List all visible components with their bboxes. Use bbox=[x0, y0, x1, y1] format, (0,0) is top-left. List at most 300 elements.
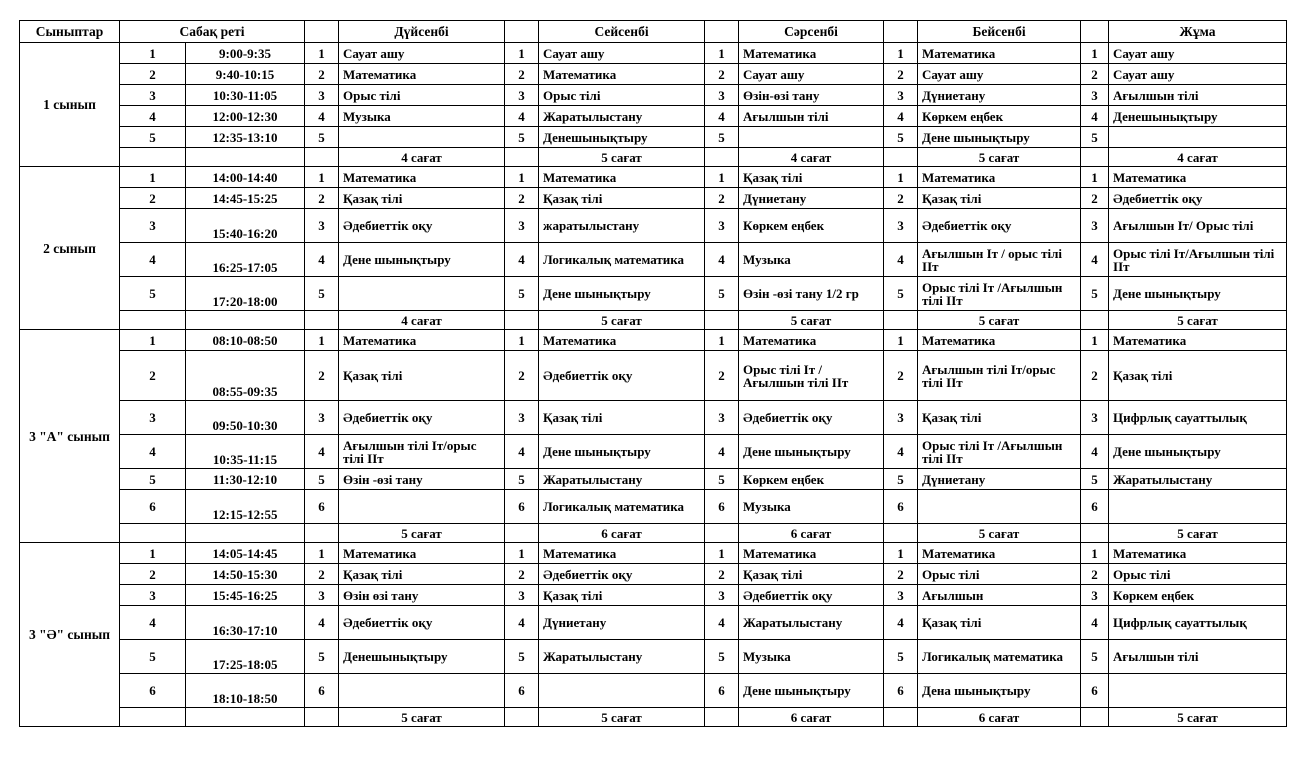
subject-cell bbox=[339, 674, 505, 708]
total-spacer-cell bbox=[505, 524, 539, 543]
subject-cell: Өзін -өзі тану bbox=[339, 469, 505, 490]
subject-cell: Математика bbox=[339, 543, 505, 564]
lesson-time-cell: 12:00-12:30 bbox=[186, 106, 305, 127]
header-classes: Сыныптар bbox=[20, 21, 120, 43]
subject-cell: Математика bbox=[539, 167, 705, 188]
lesson-time-cell: 12:15-12:55 bbox=[186, 490, 305, 524]
day-lesson-number-cell: 2 bbox=[305, 351, 339, 401]
day-lesson-number-cell: 3 bbox=[705, 401, 739, 435]
total-hours-cell: 5 сағат bbox=[1109, 524, 1287, 543]
lesson-number-cell: 3 bbox=[120, 209, 186, 243]
class-name-cell: 3 "А" сынып bbox=[20, 330, 120, 543]
subject-cell: Сауат ашу bbox=[1109, 64, 1287, 85]
day-lesson-number-cell: 5 bbox=[705, 469, 739, 490]
total-hours-cell: 4 сағат bbox=[739, 148, 884, 167]
subject-cell: Әдебиеттік оқу bbox=[739, 401, 884, 435]
subject-cell: Сауат ашу bbox=[1109, 43, 1287, 64]
table-row bbox=[20, 85, 1287, 106]
lesson-number-cell: 5 bbox=[120, 469, 186, 490]
subject-cell bbox=[339, 490, 505, 524]
subject-cell: Өзін өзі тану bbox=[339, 585, 505, 606]
table-row bbox=[20, 188, 1287, 209]
lesson-number-cell: 6 bbox=[120, 674, 186, 708]
lesson-time-cell: 09:50-10:30 bbox=[186, 401, 305, 435]
total-hours-cell: 5 сағат bbox=[339, 524, 505, 543]
lesson-time-cell: 14:45-15:25 bbox=[186, 188, 305, 209]
day-lesson-number-cell: 1 bbox=[705, 167, 739, 188]
subject-cell: Орыс тілі bbox=[339, 85, 505, 106]
lesson-time-cell: 15:45-16:25 bbox=[186, 585, 305, 606]
subject-cell: Ағылшын Іт/ Орыс тілі bbox=[1109, 209, 1287, 243]
day-lesson-number-cell: 2 bbox=[505, 564, 539, 585]
day-lesson-number-cell: 2 bbox=[884, 351, 918, 401]
day-lesson-number-cell: 3 bbox=[305, 209, 339, 243]
day-lesson-number-cell: 6 bbox=[505, 490, 539, 524]
class-name-cell: 3 "Ә" сынып bbox=[20, 543, 120, 727]
total-hours-cell: 5 сағат bbox=[339, 708, 505, 727]
subject-cell bbox=[339, 127, 505, 148]
subject-cell: Қазақ тілі bbox=[918, 606, 1081, 640]
subject-cell: Ағылшын bbox=[918, 585, 1081, 606]
subject-cell: Логикалық математика bbox=[539, 243, 705, 277]
subject-cell: Орыс тілі Іт/Ағылшын тілі ІІт bbox=[1109, 243, 1287, 277]
total-hours-cell: 5 сағат bbox=[1109, 708, 1287, 727]
header-spacer bbox=[884, 21, 918, 43]
subject-cell: Көркем еңбек bbox=[1109, 585, 1287, 606]
day-lesson-number-cell: 5 bbox=[305, 127, 339, 148]
subject-cell: Математика bbox=[539, 330, 705, 351]
total-hours-cell: 6 сағат bbox=[918, 708, 1081, 727]
total-spacer-cell bbox=[705, 524, 739, 543]
lesson-time-cell: 17:25-18:05 bbox=[186, 640, 305, 674]
day-lesson-number-cell: 2 bbox=[1081, 564, 1109, 585]
day-lesson-number-cell: 3 bbox=[1081, 401, 1109, 435]
subject-cell: Ағылшын тілі bbox=[1109, 640, 1287, 674]
subject-cell: Дене шынықтыру bbox=[918, 127, 1081, 148]
table-row bbox=[20, 606, 1287, 640]
table-row bbox=[20, 64, 1287, 85]
subject-cell: Көркем еңбек bbox=[739, 209, 884, 243]
header-friday: Жұма bbox=[1109, 21, 1287, 43]
total-hours-cell: 5 сағат bbox=[539, 708, 705, 727]
table-row bbox=[20, 243, 1287, 277]
day-lesson-number-cell: 5 bbox=[505, 469, 539, 490]
day-lesson-number-cell: 1 bbox=[884, 543, 918, 564]
subject-cell: Жаратылыстану bbox=[539, 469, 705, 490]
subject-cell: Әдебиеттік оқу bbox=[339, 209, 505, 243]
day-lesson-number-cell: 1 bbox=[1081, 543, 1109, 564]
lesson-number-cell: 5 bbox=[120, 277, 186, 311]
subject-cell: Қазақ тілі bbox=[1109, 351, 1287, 401]
table-row bbox=[20, 43, 1287, 64]
subject-cell: Сауат ашу bbox=[539, 43, 705, 64]
header-monday: Дүйсенбі bbox=[339, 21, 505, 43]
subject-cell bbox=[739, 127, 884, 148]
lesson-time-cell: 12:35-13:10 bbox=[186, 127, 305, 148]
day-lesson-number-cell: 5 bbox=[505, 277, 539, 311]
day-lesson-number-cell: 3 bbox=[505, 401, 539, 435]
subject-cell: Дүниетану bbox=[539, 606, 705, 640]
subject-cell: Әдебиеттік оқу bbox=[339, 606, 505, 640]
lesson-number-cell: 2 bbox=[120, 351, 186, 401]
lesson-time-cell: 10:35-11:15 bbox=[186, 435, 305, 469]
subject-cell: Қазақ тілі bbox=[539, 188, 705, 209]
day-lesson-number-cell: 3 bbox=[884, 209, 918, 243]
day-lesson-number-cell: 6 bbox=[1081, 674, 1109, 708]
total-spacer-cell bbox=[505, 708, 539, 727]
subject-cell: Ағылшын тілі bbox=[739, 106, 884, 127]
day-lesson-number-cell: 4 bbox=[1081, 606, 1109, 640]
subject-cell: Математика bbox=[739, 43, 884, 64]
total-hours-cell: 5 сағат bbox=[539, 148, 705, 167]
subject-cell: Математика bbox=[339, 64, 505, 85]
day-lesson-number-cell: 3 bbox=[505, 585, 539, 606]
day-lesson-number-cell: 2 bbox=[305, 64, 339, 85]
lesson-number-cell: 4 bbox=[120, 435, 186, 469]
lesson-number-cell: 5 bbox=[120, 127, 186, 148]
table-row bbox=[20, 435, 1287, 469]
day-lesson-number-cell: 2 bbox=[305, 564, 339, 585]
lesson-time-cell: 14:00-14:40 bbox=[186, 167, 305, 188]
day-lesson-number-cell: 2 bbox=[705, 64, 739, 85]
subject-cell: Математика bbox=[339, 167, 505, 188]
subject-cell: Сауат ашу bbox=[339, 43, 505, 64]
day-lesson-number-cell: 1 bbox=[1081, 167, 1109, 188]
subject-cell: Математика bbox=[539, 64, 705, 85]
subject-cell: Дене шынықтыру bbox=[1109, 277, 1287, 311]
lesson-number-cell: 4 bbox=[120, 243, 186, 277]
subject-cell: Көркем еңбек bbox=[739, 469, 884, 490]
total-hours-cell: 6 сағат bbox=[739, 708, 884, 727]
day-lesson-number-cell: 1 bbox=[305, 330, 339, 351]
total-hours-cell: 4 сағат bbox=[339, 148, 505, 167]
day-lesson-number-cell: 3 bbox=[705, 209, 739, 243]
lesson-time-cell: 14:50-15:30 bbox=[186, 564, 305, 585]
day-lesson-number-cell: 2 bbox=[884, 64, 918, 85]
lesson-number-cell: 2 bbox=[120, 64, 186, 85]
day-lesson-number-cell: 6 bbox=[705, 490, 739, 524]
subject-cell: Қазақ тілі bbox=[539, 585, 705, 606]
subject-cell: Қазақ тілі bbox=[539, 401, 705, 435]
subject-cell: Өзін-өзі тану bbox=[739, 85, 884, 106]
day-lesson-number-cell: 6 bbox=[505, 674, 539, 708]
subject-cell: Математика bbox=[739, 330, 884, 351]
total-hours-cell: 4 сағат bbox=[1109, 148, 1287, 167]
subject-cell: Дене шынықтыру bbox=[739, 674, 884, 708]
lesson-time-cell: 11:30-12:10 bbox=[186, 469, 305, 490]
subject-cell: Музыка bbox=[739, 243, 884, 277]
subject-cell: Орыс тілі Іт /Ағылшын тілі ІІт bbox=[739, 351, 884, 401]
total-row bbox=[20, 311, 1287, 330]
subject-cell: Дүниетану bbox=[918, 469, 1081, 490]
subject-cell: Музыка bbox=[739, 490, 884, 524]
lesson-number-cell: 4 bbox=[120, 606, 186, 640]
subject-cell: Дене шынықтыру bbox=[539, 435, 705, 469]
total-spacer-cell bbox=[120, 311, 186, 330]
subject-cell: Музыка bbox=[739, 640, 884, 674]
day-lesson-number-cell: 5 bbox=[705, 127, 739, 148]
header-spacer bbox=[505, 21, 539, 43]
header-wednesday: Сәрсенбі bbox=[739, 21, 884, 43]
day-lesson-number-cell: 3 bbox=[505, 209, 539, 243]
total-spacer-cell bbox=[186, 708, 305, 727]
lesson-time-cell: 9:00-9:35 bbox=[186, 43, 305, 64]
timetable-sheet bbox=[19, 20, 1287, 727]
table-row bbox=[20, 351, 1287, 401]
header-spacer bbox=[705, 21, 739, 43]
total-spacer-cell bbox=[305, 311, 339, 330]
day-lesson-number-cell: 6 bbox=[1081, 490, 1109, 524]
class-name-cell: 1 сынып bbox=[20, 43, 120, 167]
day-lesson-number-cell: 4 bbox=[505, 243, 539, 277]
lesson-number-cell: 5 bbox=[120, 640, 186, 674]
subject-cell: Математика bbox=[339, 330, 505, 351]
day-lesson-number-cell: 5 bbox=[305, 640, 339, 674]
table-row bbox=[20, 490, 1287, 524]
day-lesson-number-cell: 3 bbox=[1081, 209, 1109, 243]
subject-cell: Музыка bbox=[339, 106, 505, 127]
day-lesson-number-cell: 4 bbox=[505, 606, 539, 640]
day-lesson-number-cell: 3 bbox=[305, 585, 339, 606]
subject-cell: Дене шынықтыру bbox=[539, 277, 705, 311]
day-lesson-number-cell: 6 bbox=[305, 674, 339, 708]
lesson-time-cell: 16:25-17:05 bbox=[186, 243, 305, 277]
header-lesson-order: Сабақ реті bbox=[120, 21, 305, 43]
day-lesson-number-cell: 1 bbox=[505, 167, 539, 188]
lesson-number-cell: 1 bbox=[120, 543, 186, 564]
subject-cell: Дене шынықтыру bbox=[739, 435, 884, 469]
subject-cell: Қазақ тілі bbox=[339, 188, 505, 209]
table-row bbox=[20, 106, 1287, 127]
day-lesson-number-cell: 1 bbox=[705, 543, 739, 564]
subject-cell: Логикалық математика bbox=[918, 640, 1081, 674]
total-spacer-cell bbox=[120, 148, 186, 167]
day-lesson-number-cell: 5 bbox=[884, 640, 918, 674]
lesson-time-cell: 08:10-08:50 bbox=[186, 330, 305, 351]
day-lesson-number-cell: 3 bbox=[1081, 585, 1109, 606]
total-spacer-cell bbox=[305, 708, 339, 727]
day-lesson-number-cell: 3 bbox=[705, 585, 739, 606]
day-lesson-number-cell: 2 bbox=[884, 188, 918, 209]
class-name-cell: 2 сынып bbox=[20, 167, 120, 330]
subject-cell: Жаратылыстану bbox=[539, 640, 705, 674]
total-spacer-cell bbox=[1081, 311, 1109, 330]
day-lesson-number-cell: 4 bbox=[705, 243, 739, 277]
subject-cell: Сауат ашу bbox=[739, 64, 884, 85]
day-lesson-number-cell: 5 bbox=[884, 127, 918, 148]
lesson-time-cell: 15:40-16:20 bbox=[186, 209, 305, 243]
total-spacer-cell bbox=[1081, 524, 1109, 543]
total-spacer-cell bbox=[186, 311, 305, 330]
day-lesson-number-cell: 6 bbox=[884, 490, 918, 524]
day-lesson-number-cell: 1 bbox=[884, 167, 918, 188]
subject-cell: Дүниетану bbox=[739, 188, 884, 209]
total-spacer-cell bbox=[186, 148, 305, 167]
day-lesson-number-cell: 1 bbox=[1081, 43, 1109, 64]
day-lesson-number-cell: 4 bbox=[884, 243, 918, 277]
subject-cell: Қазақ тілі bbox=[739, 167, 884, 188]
total-hours-cell: 5 сағат bbox=[1109, 311, 1287, 330]
schedule-table bbox=[19, 20, 1287, 727]
subject-cell: Ағылшын тілі Іт/орыс тілі ІІт bbox=[918, 351, 1081, 401]
lesson-number-cell: 1 bbox=[120, 330, 186, 351]
day-lesson-number-cell: 4 bbox=[305, 435, 339, 469]
subject-cell bbox=[339, 277, 505, 311]
subject-cell: Жаратылыстану bbox=[739, 606, 884, 640]
day-lesson-number-cell: 5 bbox=[705, 640, 739, 674]
day-lesson-number-cell: 1 bbox=[884, 330, 918, 351]
subject-cell: Қазақ тілі bbox=[918, 401, 1081, 435]
header-tuesday: Сейсенбі bbox=[539, 21, 705, 43]
subject-cell: Өзін -өзі тану 1/2 гр bbox=[739, 277, 884, 311]
subject-cell: Орыс тілі bbox=[539, 85, 705, 106]
subject-cell: Математика bbox=[918, 167, 1081, 188]
subject-cell: Дена шынықтыру bbox=[918, 674, 1081, 708]
day-lesson-number-cell: 1 bbox=[884, 43, 918, 64]
total-spacer-cell bbox=[305, 148, 339, 167]
subject-cell: Цифрлық сауаттылық bbox=[1109, 401, 1287, 435]
day-lesson-number-cell: 2 bbox=[505, 351, 539, 401]
table-row bbox=[20, 640, 1287, 674]
subject-cell: Әдебиеттік оқу bbox=[739, 585, 884, 606]
day-lesson-number-cell: 4 bbox=[884, 435, 918, 469]
day-lesson-number-cell: 3 bbox=[505, 85, 539, 106]
day-lesson-number-cell: 5 bbox=[1081, 127, 1109, 148]
subject-cell: Көркем еңбек bbox=[918, 106, 1081, 127]
subject-cell: Ағылшын тілі Іт/орыс тілі ІІт bbox=[339, 435, 505, 469]
day-lesson-number-cell: 5 bbox=[884, 469, 918, 490]
subject-cell: Математика bbox=[918, 43, 1081, 64]
header-spacer bbox=[1081, 21, 1109, 43]
day-lesson-number-cell: 1 bbox=[305, 167, 339, 188]
subject-cell: Математика bbox=[739, 543, 884, 564]
day-lesson-number-cell: 3 bbox=[1081, 85, 1109, 106]
lesson-time-cell: 17:20-18:00 bbox=[186, 277, 305, 311]
subject-cell: Математика bbox=[1109, 167, 1287, 188]
subject-cell: Денешынықтыру bbox=[1109, 106, 1287, 127]
header-spacer bbox=[305, 21, 339, 43]
day-lesson-number-cell: 2 bbox=[1081, 188, 1109, 209]
day-lesson-number-cell: 2 bbox=[884, 564, 918, 585]
lesson-number-cell: 4 bbox=[120, 106, 186, 127]
day-lesson-number-cell: 1 bbox=[505, 330, 539, 351]
lesson-number-cell: 6 bbox=[120, 490, 186, 524]
day-lesson-number-cell: 2 bbox=[505, 64, 539, 85]
subject-cell: Орыс тілі Іт /Ағылшын тілі ІІт bbox=[918, 435, 1081, 469]
subject-cell bbox=[1109, 674, 1287, 708]
subject-cell: Денешынықтыру bbox=[539, 127, 705, 148]
total-spacer-cell bbox=[120, 708, 186, 727]
total-spacer-cell bbox=[884, 708, 918, 727]
subject-cell: Әдебиеттік оқу bbox=[539, 564, 705, 585]
total-spacer-cell bbox=[186, 524, 305, 543]
subject-cell: Денешынықтыру bbox=[339, 640, 505, 674]
total-spacer-cell bbox=[884, 524, 918, 543]
table-row bbox=[20, 209, 1287, 243]
subject-cell: Дене шынықтыру bbox=[1109, 435, 1287, 469]
subject-cell: Сауат ашу bbox=[918, 64, 1081, 85]
total-spacer-cell bbox=[305, 524, 339, 543]
table-row bbox=[20, 401, 1287, 435]
day-lesson-number-cell: 4 bbox=[884, 606, 918, 640]
lesson-time-cell: 10:30-11:05 bbox=[186, 85, 305, 106]
total-spacer-cell bbox=[884, 311, 918, 330]
subject-cell bbox=[1109, 490, 1287, 524]
header-row bbox=[20, 21, 1287, 43]
day-lesson-number-cell: 4 bbox=[1081, 106, 1109, 127]
day-lesson-number-cell: 1 bbox=[505, 543, 539, 564]
lesson-number-cell: 3 bbox=[120, 85, 186, 106]
subject-cell: Ағылшын Іт / орыс тілі ІІт bbox=[918, 243, 1081, 277]
day-lesson-number-cell: 4 bbox=[705, 106, 739, 127]
subject-cell bbox=[539, 674, 705, 708]
day-lesson-number-cell: 3 bbox=[884, 401, 918, 435]
day-lesson-number-cell: 5 bbox=[305, 469, 339, 490]
day-lesson-number-cell: 6 bbox=[705, 674, 739, 708]
subject-cell: Жаратылыстану bbox=[1109, 469, 1287, 490]
lesson-time-cell: 08:55-09:35 bbox=[186, 351, 305, 401]
table-row bbox=[20, 564, 1287, 585]
day-lesson-number-cell: 2 bbox=[1081, 351, 1109, 401]
subject-cell: Математика bbox=[918, 543, 1081, 564]
subject-cell: Әдебиеттік оқу bbox=[918, 209, 1081, 243]
total-spacer-cell bbox=[120, 524, 186, 543]
total-spacer-cell bbox=[884, 148, 918, 167]
lesson-number-cell: 1 bbox=[120, 167, 186, 188]
subject-cell: жаратылыстану bbox=[539, 209, 705, 243]
day-lesson-number-cell: 4 bbox=[1081, 435, 1109, 469]
day-lesson-number-cell: 5 bbox=[1081, 640, 1109, 674]
subject-cell: Әдебиеттік оқу bbox=[1109, 188, 1287, 209]
day-lesson-number-cell: 5 bbox=[505, 127, 539, 148]
day-lesson-number-cell: 1 bbox=[1081, 330, 1109, 351]
total-spacer-cell bbox=[705, 148, 739, 167]
day-lesson-number-cell: 4 bbox=[705, 435, 739, 469]
lesson-time-cell: 16:30-17:10 bbox=[186, 606, 305, 640]
day-lesson-number-cell: 5 bbox=[705, 277, 739, 311]
total-hours-cell: 4 сағат bbox=[339, 311, 505, 330]
subject-cell: Жаратылыстану bbox=[539, 106, 705, 127]
lesson-time-cell: 18:10-18:50 bbox=[186, 674, 305, 708]
total-row bbox=[20, 148, 1287, 167]
day-lesson-number-cell: 2 bbox=[305, 188, 339, 209]
day-lesson-number-cell: 5 bbox=[305, 277, 339, 311]
lesson-number-cell: 2 bbox=[120, 188, 186, 209]
day-lesson-number-cell: 3 bbox=[884, 85, 918, 106]
day-lesson-number-cell: 2 bbox=[505, 188, 539, 209]
subject-cell: Орыс тілі Іт /Ағылшын тілі ІІт bbox=[918, 277, 1081, 311]
table-row bbox=[20, 543, 1287, 564]
total-spacer-cell bbox=[705, 311, 739, 330]
subject-cell: Математика bbox=[539, 543, 705, 564]
total-hours-cell: 5 сағат bbox=[739, 311, 884, 330]
day-lesson-number-cell: 4 bbox=[705, 606, 739, 640]
total-spacer-cell bbox=[505, 311, 539, 330]
table-row bbox=[20, 127, 1287, 148]
day-lesson-number-cell: 2 bbox=[705, 188, 739, 209]
subject-cell bbox=[1109, 127, 1287, 148]
subject-cell: Дене шынықтыру bbox=[339, 243, 505, 277]
total-hours-cell: 5 сағат bbox=[918, 524, 1081, 543]
subject-cell: Қазақ тілі bbox=[918, 188, 1081, 209]
day-lesson-number-cell: 4 bbox=[305, 243, 339, 277]
day-lesson-number-cell: 4 bbox=[505, 106, 539, 127]
day-lesson-number-cell: 1 bbox=[705, 43, 739, 64]
day-lesson-number-cell: 2 bbox=[705, 564, 739, 585]
total-hours-cell: 6 сағат bbox=[739, 524, 884, 543]
total-spacer-cell bbox=[1081, 148, 1109, 167]
day-lesson-number-cell: 1 bbox=[305, 43, 339, 64]
